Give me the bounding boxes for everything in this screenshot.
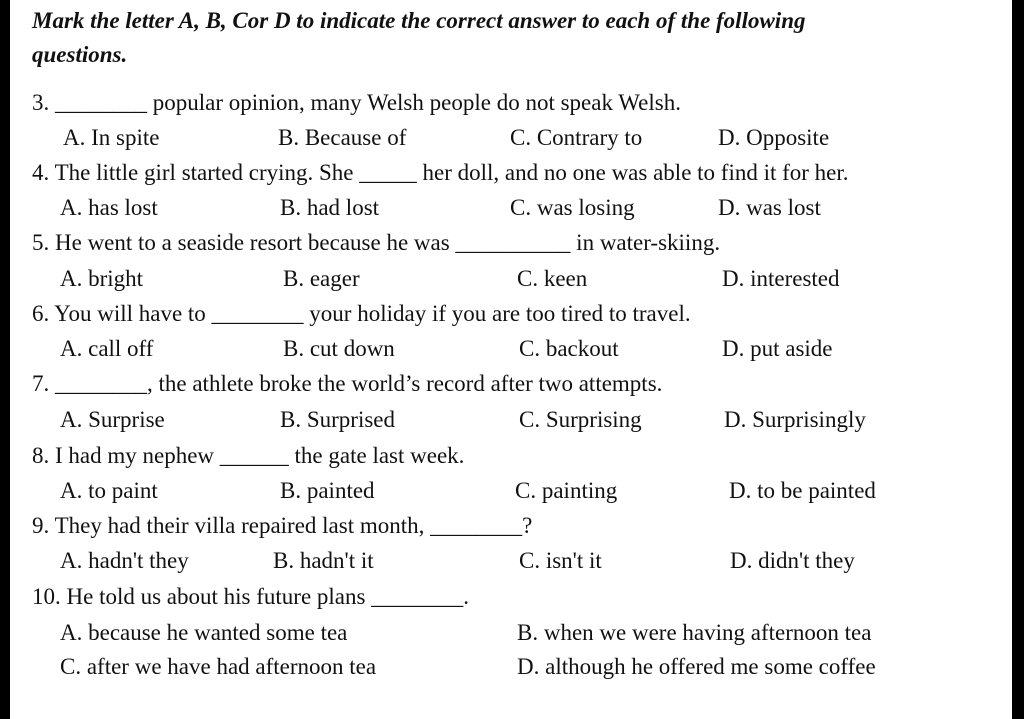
question-8-stem: 8. I had my nephew ______ the gate last week. <box>32 443 465 468</box>
question-3-option-c: C. Contrary to <box>510 125 643 150</box>
question-7-option-b: B. Surprised <box>280 407 395 432</box>
question-4-option-d: D. was lost <box>718 195 821 220</box>
question-6-option-a: A. call off <box>60 336 154 361</box>
question-9-option-a: A. hadn't they <box>60 548 189 573</box>
question-3-option-a: A. In spite <box>63 125 160 150</box>
question-5-option-b: B. eager <box>283 266 360 291</box>
instruction-line-2: questions. <box>32 42 128 67</box>
question-9-option-c: C. isn't it <box>519 548 602 573</box>
question-8-option-c: C. painting <box>515 478 618 503</box>
question-9-stem: 9. They had their villa repaired last month, ________? <box>32 513 533 538</box>
question-6-option-b: B. cut down <box>283 336 395 361</box>
question-10-stem: 10. He told us about his future plans ________. <box>32 584 469 609</box>
question-10-option-d: D. although he offered me some coffee <box>517 654 876 679</box>
question-4-stem: 4. The little girl started crying. She _____ her doll, and no one was able to find it for her. <box>32 160 849 185</box>
question-7-option-a: A. Surprise <box>60 407 165 432</box>
worksheet-page <box>10 0 1012 719</box>
question-6-option-d: D. put aside <box>722 336 833 361</box>
question-10-option-b: B. when we were having afternoon tea <box>517 620 872 645</box>
question-4-option-a: A. has lost <box>60 195 158 220</box>
question-6-option-c: C. backout <box>519 336 619 361</box>
question-3-option-d: D. Opposite <box>718 125 830 150</box>
question-7-option-d: D. Surprisingly <box>724 407 866 432</box>
question-6-stem: 6. You will have to ________ your holiday if you are too tired to travel. <box>32 301 691 326</box>
question-5-option-a: A. bright <box>60 266 144 291</box>
question-8-option-a: A. to paint <box>60 478 158 503</box>
question-4-option-c: C. was losing <box>510 195 635 220</box>
question-10-option-a: A. because he wanted some tea <box>60 620 348 645</box>
question-5-option-d: D. interested <box>722 266 840 291</box>
question-8-option-b: B. painted <box>280 478 375 503</box>
question-7-option-c: C. Surprising <box>519 407 642 432</box>
question-10-option-c: C. after we have had afternoon tea <box>60 654 377 679</box>
question-5-stem: 5. He went to a seaside resort because he was __________ in water-skiing. <box>32 230 721 255</box>
question-9-option-d: D. didn't they <box>730 548 855 573</box>
question-3-stem: 3. ________ popular opinion, many Welsh people do not speak Welsh. <box>32 90 681 115</box>
question-8-option-d: D. to be painted <box>729 478 876 503</box>
question-4-option-b: B. had lost <box>280 195 380 220</box>
question-9-option-b: B. hadn't it <box>273 548 374 573</box>
question-3-option-b: B. Because of <box>278 125 407 150</box>
instruction-line-1: Mark the letter A, B, Cor D to indicate the correct answer to each of the following <box>32 8 806 33</box>
question-7-stem: 7. ________, the athlete broke the world’s record after two attempts. <box>32 371 663 396</box>
question-5-option-c: C. keen <box>517 266 588 291</box>
